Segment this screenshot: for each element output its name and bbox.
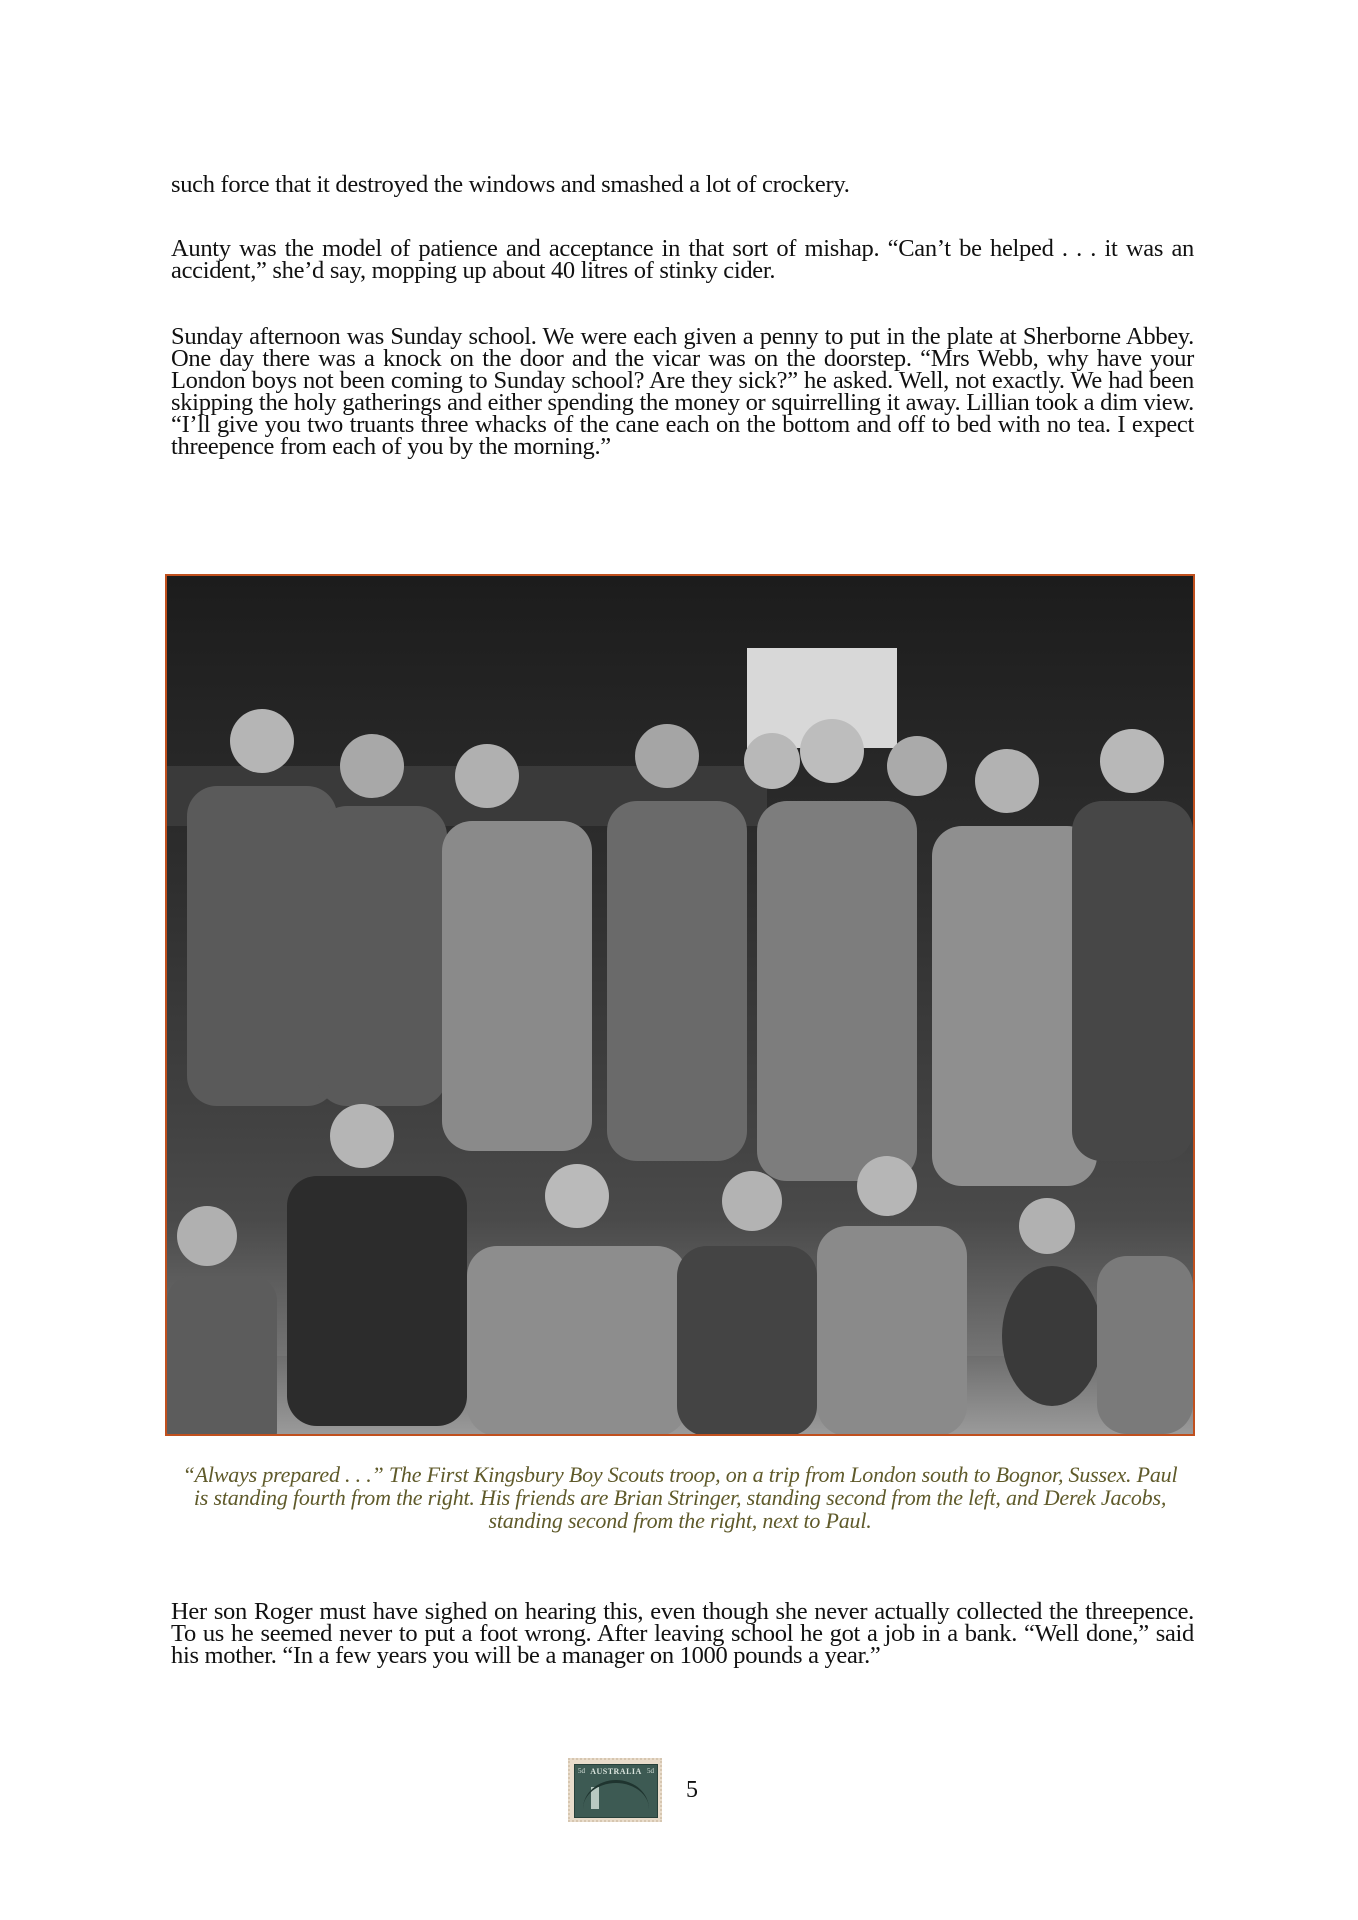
page-number: 5 — [686, 1776, 698, 1803]
body-paragraph: Aunty was the model of patience and acceptance in that sort of mishap. “Can’t be helped . . . it was an accident,” she’d say, mopping up about 40 litres of stinky cider. — [171, 235, 1194, 284]
photo-caption: “Always prepared . . .” The First Kingsbury Boy Scouts troop, on a trip from London south to Bognor, Sussex. Paul is standing fourth from the right. His friends are Brian Stringer, standing second from the left, and Derek Jacobs, standing second from the right, next to Paul. — [182, 1462, 1178, 1533]
page-footer — [568, 1758, 698, 1822]
stamp-bridge-arch — [583, 1780, 649, 1809]
stamp-value: 5d — [647, 1767, 654, 1775]
body-paragraph: such force that it destroyed the windows and smashed a lot of crockery. — [171, 171, 850, 198]
body-paragraph: Sunday afternoon was Sunday school. We were each given a penny to put in the plate at Sherborne Abbey. One day there was a knock on the door and the vicar was on the doorstep. “Mrs Webb, why have your London boys not been coming to Sunday school? Are they sick?” he asked. Well, not exactly. We had been skipping the holy gatherings and either spending the money or squirrelling it away. Lillian took a dim view. “I’ll give you two truants three whacks of the cane each on the bottom and off to bed with no tea. I expect threepence from each of you by the morning.” — [171, 323, 1194, 460]
stamp-title: AUSTRALIA — [590, 1767, 642, 1776]
stamp-face — [574, 1764, 658, 1818]
stamp-value: 5d — [578, 1767, 585, 1775]
postage-stamp-icon — [568, 1758, 662, 1822]
photo-illustration — [167, 576, 1193, 1434]
scout-troop-photo — [165, 574, 1195, 1436]
body-paragraph: Her son Roger must have sighed on hearing this, even though she never actually collected the threepence. To us he seemed never to put a foot wrong. After leaving school he got a job in a bank. “Well done,” said his mother. “In a few years you will be a manager on 1000 pounds a year.” — [171, 1598, 1194, 1669]
